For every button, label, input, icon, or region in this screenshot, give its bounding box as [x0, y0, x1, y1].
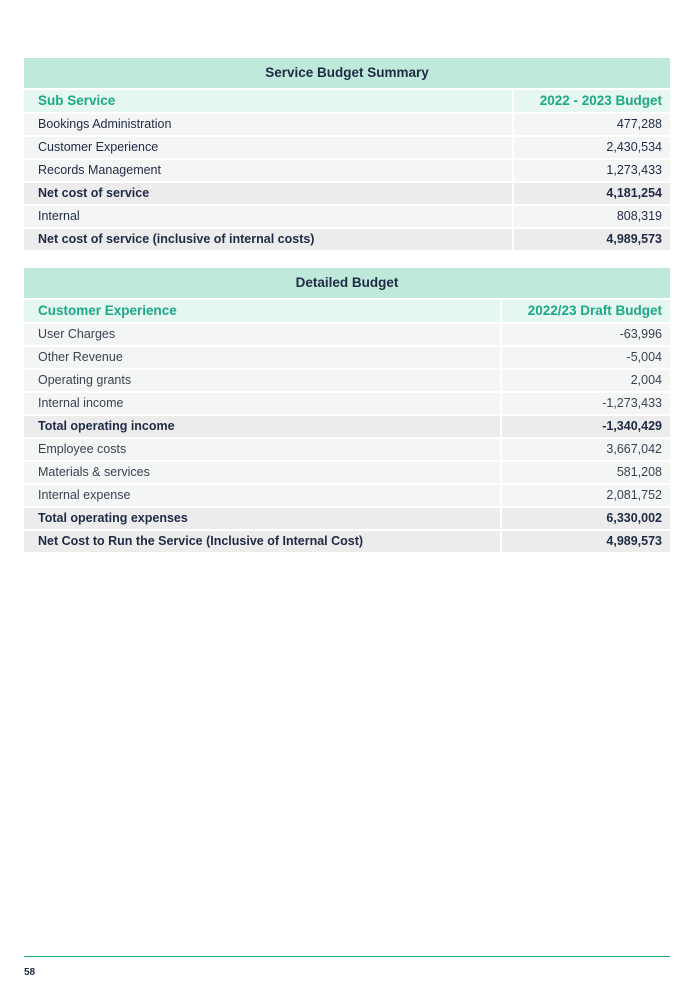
detailed-row [24, 485, 670, 506]
row-value: 1,273,433 [514, 160, 670, 181]
row-value: 3,667,042 [502, 439, 670, 460]
row-label: Records Management [24, 160, 512, 181]
detailed-row [24, 370, 670, 391]
row-value: 808,319 [514, 206, 670, 227]
row-label: Internal expense [24, 485, 500, 506]
row-label: Customer Experience [24, 137, 512, 158]
detailed-budget-table [24, 268, 670, 552]
row-value: 2,004 [502, 370, 670, 391]
row-label: User Charges [24, 324, 500, 345]
row-label: Net cost of service [24, 183, 512, 204]
row-value: 581,208 [502, 462, 670, 483]
row-label: Bookings Administration [24, 114, 512, 135]
detailed-table-title: Detailed Budget [24, 268, 670, 298]
detailed-row [24, 393, 670, 414]
row-label: Employee costs [24, 439, 500, 460]
summary-row [24, 206, 670, 227]
summary-table-title: Service Budget Summary [24, 58, 670, 88]
detailed-header-row [24, 300, 670, 322]
row-label: Total operating expenses [24, 508, 500, 529]
row-value: 4,181,254 [514, 183, 670, 204]
row-value: 2,081,752 [502, 485, 670, 506]
row-value: 2,430,534 [514, 137, 670, 158]
footer-divider [24, 956, 670, 957]
row-value: 4,989,573 [514, 229, 670, 250]
detailed-total-row [24, 531, 670, 552]
detailed-row [24, 462, 670, 483]
summary-total-row [24, 183, 670, 204]
summary-header-sub-service: Sub Service [24, 90, 512, 112]
detailed-row [24, 324, 670, 345]
row-label: Materials & services [24, 462, 500, 483]
row-value: -1,340,429 [502, 416, 670, 437]
row-value: 4,989,573 [502, 531, 670, 552]
row-value: 477,288 [514, 114, 670, 135]
detailed-row [24, 347, 670, 368]
row-label: Total operating income [24, 416, 500, 437]
row-label: Net cost of service (inclusive of internal costs) [24, 229, 512, 250]
page-number: 58 [24, 967, 36, 978]
row-value: -5,004 [502, 347, 670, 368]
detailed-header-budget: 2022/23 Draft Budget [502, 300, 670, 322]
row-value: -1,273,433 [502, 393, 670, 414]
row-value: 6,330,002 [502, 508, 670, 529]
row-label: Net Cost to Run the Service (Inclusive of Internal Cost) [24, 531, 500, 552]
row-label: Operating grants [24, 370, 500, 391]
detailed-header-service: Customer Experience [24, 300, 500, 322]
summary-row [24, 137, 670, 158]
summary-total-row [24, 229, 670, 250]
summary-header-row [24, 90, 670, 112]
row-label: Internal [24, 206, 512, 227]
row-value: -63,996 [502, 324, 670, 345]
summary-row [24, 114, 670, 135]
summary-header-budget: 2022 - 2023 Budget [514, 90, 670, 112]
summary-row [24, 160, 670, 181]
service-budget-summary-table [24, 58, 670, 250]
detailed-row [24, 439, 670, 460]
row-label: Internal income [24, 393, 500, 414]
detailed-total-row [24, 508, 670, 529]
detailed-total-row [24, 416, 670, 437]
row-label: Other Revenue [24, 347, 500, 368]
